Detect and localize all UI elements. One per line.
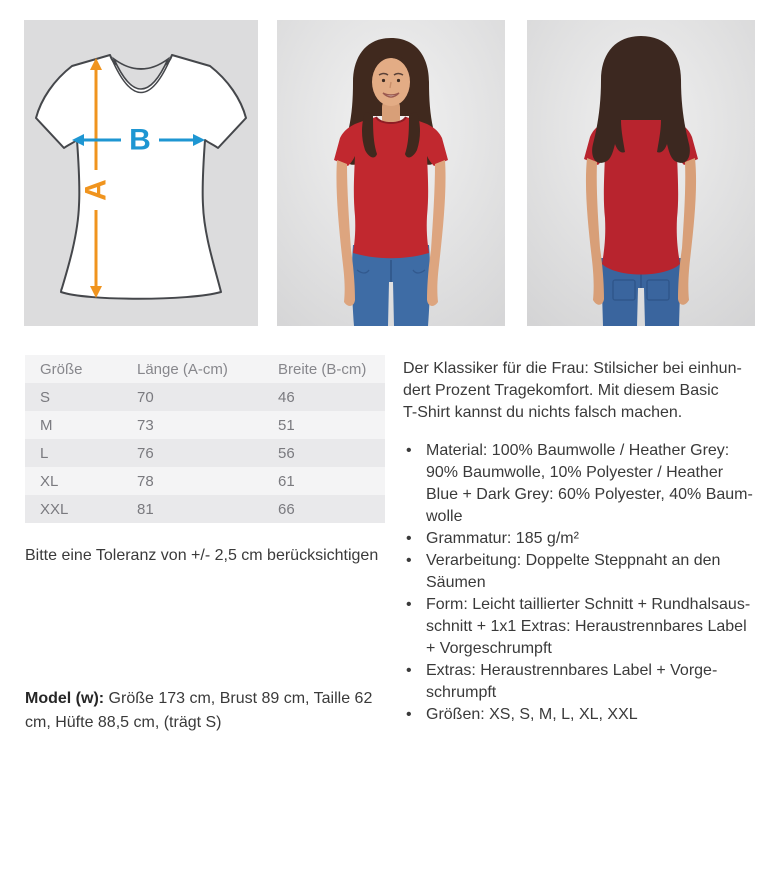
description-bullets bbox=[403, 440, 775, 726]
bullet-marker: • bbox=[406, 552, 412, 569]
table-cell: 66 bbox=[263, 495, 385, 523]
description-bullet-item bbox=[403, 660, 775, 704]
description-bullet-item bbox=[403, 704, 775, 726]
bullet-line: Blue + Dark Grey: 60% Polyester, 40% Baum- bbox=[426, 486, 753, 503]
table-cell: XL bbox=[25, 467, 122, 495]
model-photo-front[interactable] bbox=[277, 20, 505, 326]
description-bullet-item bbox=[403, 550, 775, 594]
bullet-text bbox=[426, 660, 775, 704]
bullet-line: Form: Leicht taillierter Schnitt + Rundhalsaus- bbox=[426, 596, 751, 613]
bullet-text bbox=[426, 704, 775, 726]
tolerance-note: Bitte eine Toleranz von +/- 2,5 cm berücksichtigen bbox=[25, 547, 379, 564]
table-row bbox=[25, 411, 385, 439]
bullet-line: wolle bbox=[426, 508, 463, 525]
model-info-line2: cm, Hüfte 88,5 cm, (trägt S) bbox=[25, 714, 222, 731]
model-info-line1: Größe 173 cm, Brust 89 cm, Taille 62 bbox=[104, 690, 373, 707]
bullet-text bbox=[426, 528, 775, 550]
size-table bbox=[25, 355, 385, 523]
column-header-length: Länge (A-cm) bbox=[122, 355, 263, 383]
bullet-text bbox=[426, 594, 775, 660]
table-cell: 61 bbox=[263, 467, 385, 495]
bullet-line: Grammatur: 185 g/m² bbox=[426, 530, 579, 547]
label-a: A bbox=[79, 179, 113, 201]
table-cell: XXL bbox=[25, 495, 122, 523]
bullet-line: Größen: XS, S, M, L, XL, XXL bbox=[426, 706, 638, 723]
model-front-illustration bbox=[277, 20, 505, 326]
bullet-text bbox=[426, 440, 775, 528]
description-bullet-item bbox=[403, 528, 775, 550]
table-header-row bbox=[25, 355, 385, 383]
column-header-width: Breite (B-cm) bbox=[263, 355, 385, 383]
bullet-line: Material: 100% Baumwolle / Heather Grey: bbox=[426, 442, 730, 459]
model-back-illustration bbox=[527, 20, 755, 326]
table-cell: S bbox=[25, 383, 122, 411]
bullet-marker: • bbox=[406, 530, 412, 547]
bullet-line: Verarbeitung: Doppelte Steppnaht an den bbox=[426, 552, 721, 569]
bullet-marker: • bbox=[406, 662, 412, 679]
table-row bbox=[25, 495, 385, 523]
table-cell: 56 bbox=[263, 439, 385, 467]
description-bullet-item bbox=[403, 440, 775, 528]
product-description bbox=[403, 358, 775, 726]
column-header-size: Größe bbox=[25, 355, 122, 383]
table-cell: L bbox=[25, 439, 122, 467]
bullet-line: + Vorgeschrumpft bbox=[426, 640, 552, 657]
bullet-marker: • bbox=[406, 442, 412, 459]
table-cell: 81 bbox=[122, 495, 263, 523]
table-cell: 70 bbox=[122, 383, 263, 411]
label-b: B bbox=[129, 123, 151, 157]
model-photo-back[interactable] bbox=[527, 20, 755, 326]
bullet-line: schrumpft bbox=[426, 684, 497, 701]
intro-line: Der Klassiker für die Frau: Stilsicher bei einhun- bbox=[403, 360, 742, 377]
bullet-marker: • bbox=[406, 596, 412, 613]
intro-line: T-Shirt kannst du nichts falsch machen. bbox=[403, 404, 683, 421]
size-diagram bbox=[24, 20, 258, 326]
model-info-label: Model (w): bbox=[25, 690, 105, 707]
model-info bbox=[25, 687, 400, 735]
bullet-line: Extras: Heraustrennbares Label + Vorge- bbox=[426, 662, 718, 679]
size-diagram-image[interactable] bbox=[24, 20, 258, 326]
table-row bbox=[25, 467, 385, 495]
table-cell: 46 bbox=[263, 383, 385, 411]
table-row bbox=[25, 439, 385, 467]
size-table-body bbox=[25, 383, 385, 523]
intro-line: dert Prozent Tragekomfort. Mit diesem Basic bbox=[403, 382, 719, 399]
bullet-marker: • bbox=[406, 706, 412, 723]
description-bullet-item bbox=[403, 594, 775, 660]
bullet-line: Säumen bbox=[426, 574, 486, 591]
table-cell: 76 bbox=[122, 439, 263, 467]
bullet-text bbox=[426, 550, 775, 594]
table-cell: 73 bbox=[122, 411, 263, 439]
table-row bbox=[25, 383, 385, 411]
bullet-line: schnitt + 1x1 Extras: Heraustrennbares Label bbox=[426, 618, 747, 635]
bullet-line: 90% Baumwolle, 10% Polyester / Heather bbox=[426, 464, 724, 481]
table-cell: 51 bbox=[263, 411, 385, 439]
description-intro bbox=[403, 358, 775, 424]
table-cell: 78 bbox=[122, 467, 263, 495]
table-cell: M bbox=[25, 411, 122, 439]
